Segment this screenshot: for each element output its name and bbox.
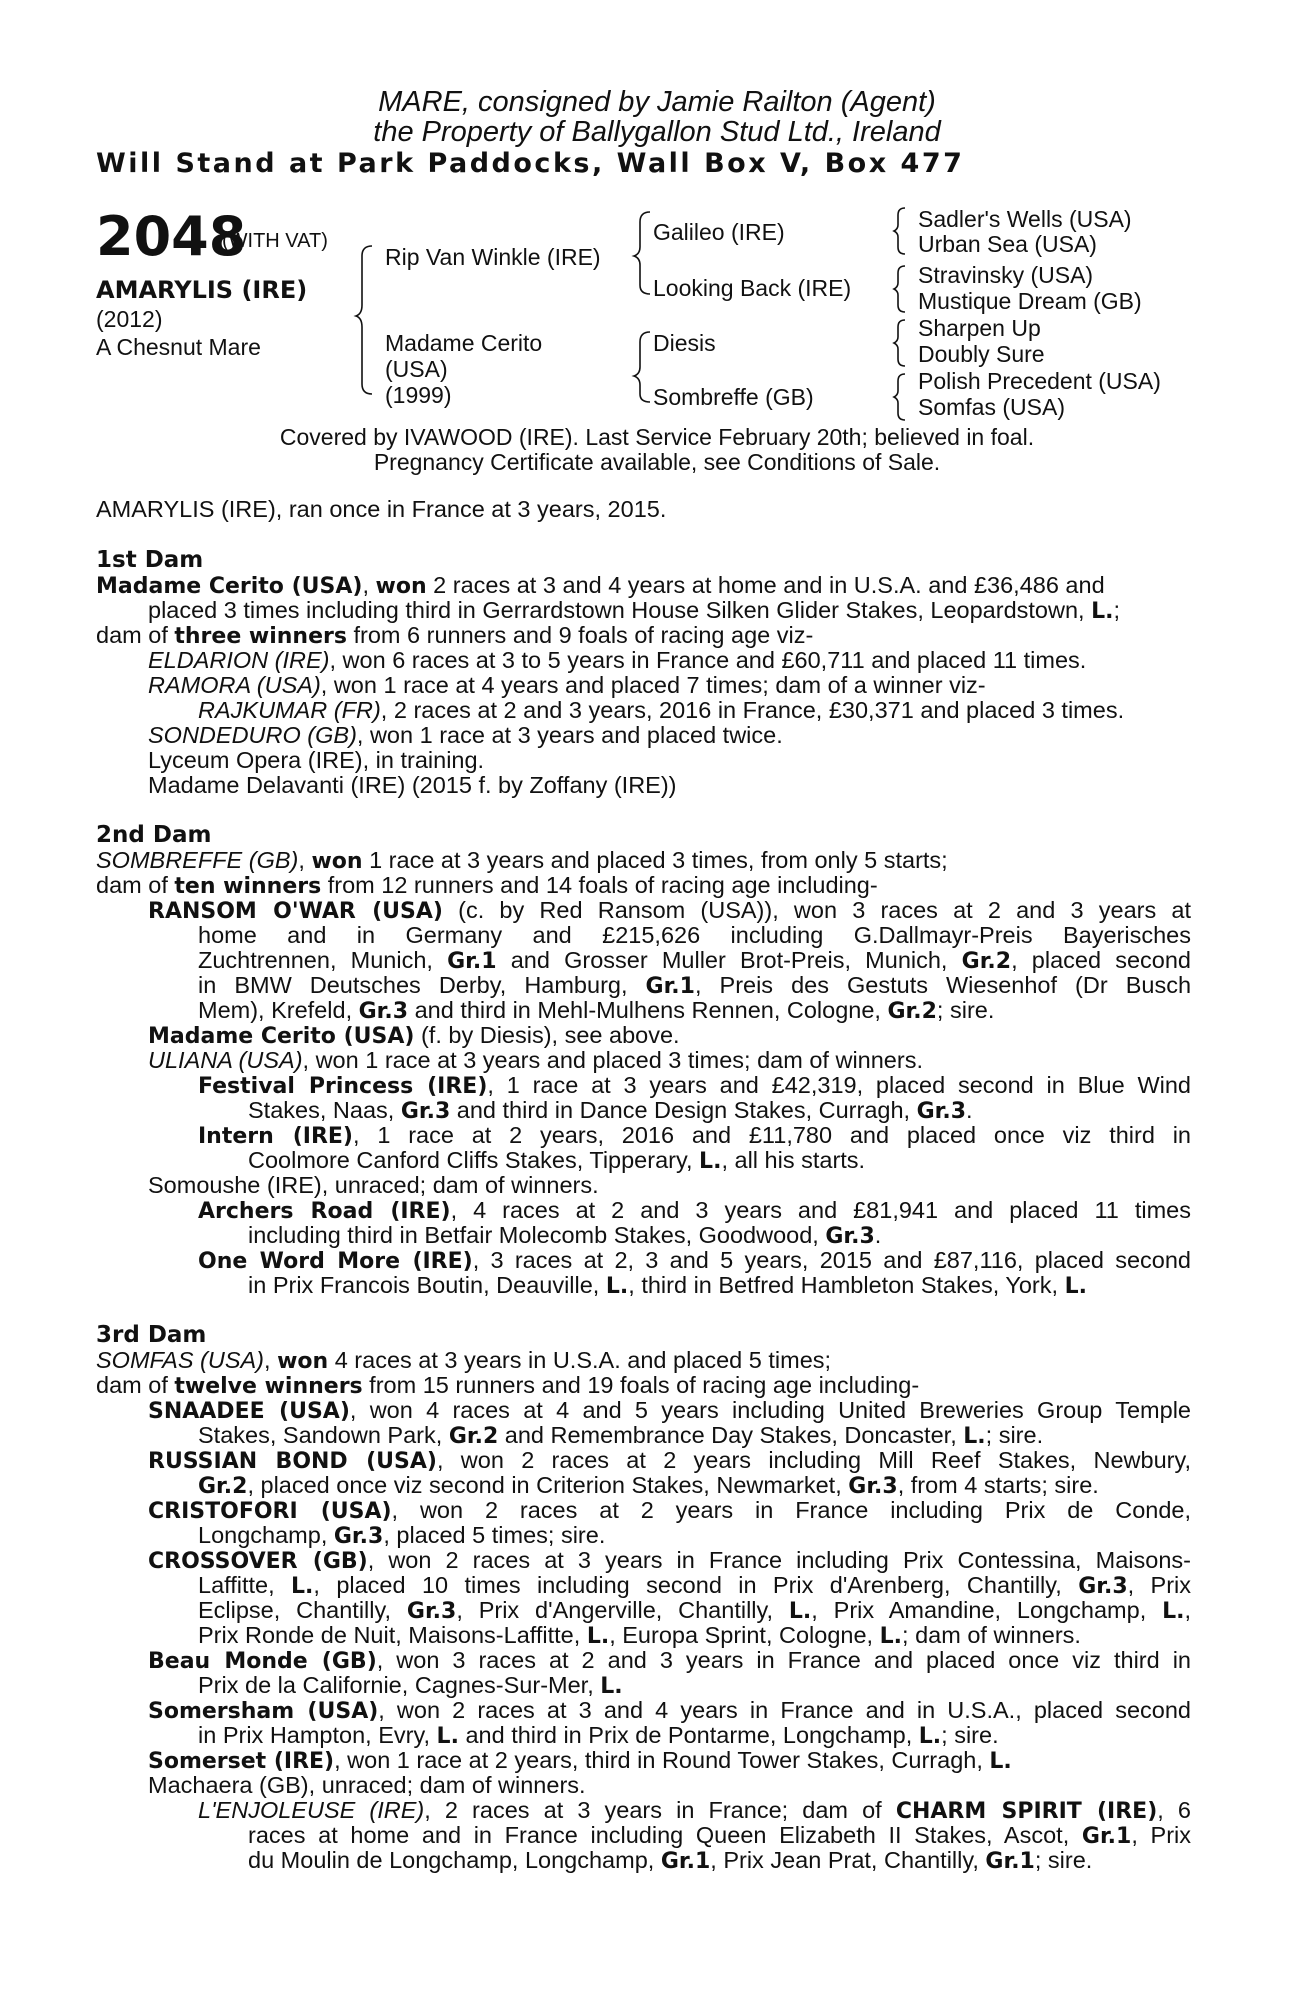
dam2-heading: 2nd Dam <box>96 822 212 848</box>
covered-note: Covered by IVAWOOD (IRE). Last Service February 20th; believed in foal. <box>279 424 1035 450</box>
pedigree-g3-4: Mustique Dream (GB) <box>918 288 1142 314</box>
pedigree-dam: Madame Cerito <box>385 330 543 356</box>
gen3-bracket-3 <box>894 320 905 366</box>
property-line: the Property of Ballygallon Stud Ltd., Ireland <box>373 116 941 148</box>
produce-line: Somoushe (IRE), unraced; dam of winners. <box>148 1172 599 1198</box>
produce-line: Zuchtrennen, Munich, Gr.1 and Grosser Muller Brot-Preis, Munich, Gr.2, placed second <box>198 947 1191 974</box>
produce-line: CRISTOFORI (USA), won 2 races at 2 years in France including Prix de Conde, <box>148 1497 1192 1524</box>
produce-line: Somersham (USA), won 2 races at 3 and 4 years in France and in U.S.A., placed second <box>148 1697 1191 1724</box>
produce-line: RAMORA (USA), won 1 race at 4 years and placed 7 times; dam of a winner viz- <box>148 672 986 698</box>
pedigree-sire-dam: Looking Back (IRE) <box>653 275 852 301</box>
gen1-bracket <box>356 246 372 394</box>
race-record: AMARYLIS (IRE), ran once in France at 3 years, 2015. <box>96 496 667 522</box>
pedigree-dam-country: (USA) <box>385 356 448 382</box>
consignor-line: MARE, consigned by Jamie Railton (Agent) <box>378 86 936 118</box>
produce-line: Prix de la Californie, Cagnes-Sur-Mer, L. <box>198 1672 623 1699</box>
dam-bracket <box>634 332 650 402</box>
dam3-heading: 3rd Dam <box>96 1322 207 1348</box>
produce-line: du Moulin de Longchamp, Longchamp, Gr.1, Prix Jean Prat, Chantilly, Gr.1; sire. <box>248 1847 1093 1874</box>
pedigree-sire: Rip Van Winkle (IRE) <box>385 244 601 270</box>
produce-line: RAJKUMAR (FR), 2 races at 2 and 3 years, 2016 in France, £30,371 and placed 3 times. <box>198 697 1125 723</box>
pedigree-dam-sire: Diesis <box>653 330 716 356</box>
dam2-line: dam of ten winners from 12 runners and 14 foals of racing age including- <box>96 872 878 899</box>
pedigree-dam-year: (1999) <box>385 382 452 408</box>
pedigree-g3-5: Sharpen Up <box>918 315 1041 341</box>
dam1-line: placed 3 times including third in Gerrardstown House Silken Glider Stakes, Leopardstown, L.; <box>148 597 1121 624</box>
produce-line: RUSSIAN BOND (USA), won 2 races at 2 years including Mill Reef Stakes, Newbury, <box>148 1447 1191 1474</box>
produce-line: Lyceum Opera (IRE), in training. <box>148 747 485 773</box>
pedigree-g3-6: Doubly Sure <box>918 341 1045 367</box>
produce-line: Madame Cerito (USA) (f. by Diesis), see above. <box>148 1022 680 1049</box>
pedigree-sire-sire: Galileo (IRE) <box>653 219 785 245</box>
produce-line: SONDEDURO (GB), won 1 race at 3 years and placed twice. <box>148 722 783 748</box>
produce-line: Somerset (IRE), won 1 race at 2 years, third in Round Tower Stakes, Curragh, L. <box>148 1747 1012 1774</box>
pedigree-g3-2: Urban Sea (USA) <box>918 231 1097 257</box>
pregnancy-note: Pregnancy Certificate available, see Conditions of Sale. <box>373 449 941 475</box>
dam1-line: dam of three winners from 6 runners and 9 foals of racing age viz- <box>96 622 814 649</box>
produce-line: Festival Princess (IRE), 1 race at 3 years and £42,319, placed second in Blue Wind <box>198 1072 1191 1099</box>
gen3-bracket-2 <box>894 266 905 312</box>
produce-line: One Word More (IRE), 3 races at 2, 3 and 5 years, 2015 and £87,116, placed second <box>198 1247 1192 1274</box>
dam1-heading: 1st Dam <box>96 547 204 573</box>
produce-line: ELDARION (IRE), won 6 races at 3 to 5 years in France and £60,711 and placed 11 times. <box>148 647 1087 673</box>
produce-line: RANSOM O'WAR (USA) (c. by Red Ransom (USA)), won 3 races at 2 and 3 years at <box>148 897 1191 924</box>
produce-line: Machaera (GB), unraced; dam of winners. <box>148 1772 586 1798</box>
dam3-line: SOMFAS (USA), won 4 races at 3 years in U.S.A. and placed 5 times; <box>96 1347 832 1374</box>
vat-note: (WITH VAT) <box>222 230 328 252</box>
dam1-line: Madame Cerito (USA), won 2 races at 3 and 4 years at home and in U.S.A. and £36,486 and <box>96 572 1105 599</box>
produce-line: ULIANA (USA), won 1 race at 3 years and placed 3 times; dam of winners. <box>148 1047 923 1073</box>
produce-line: Coolmore Canford Cliffs Stakes, Tipperary, L., all his starts. <box>248 1147 866 1174</box>
produce-line: races at home and in France including Queen Elizabeth II Stakes, Ascot, Gr.1, Prix <box>248 1822 1192 1849</box>
produce-line: Prix Ronde de Nuit, Maisons-Laffitte, L., Europa Sprint, Cologne, L.; dam of winners. <box>198 1622 1081 1649</box>
produce-line: Intern (IRE), 1 race at 2 years, 2016 and £11,780 and placed once viz third in <box>198 1122 1191 1149</box>
horse-description: A Chesnut Mare <box>96 334 261 360</box>
produce-line: Stakes, Sandown Park, Gr.2 and Remembrance Day Stakes, Doncaster, L.; sire. <box>198 1422 1044 1449</box>
produce-line: Madame Delavanti (IRE) (2015 f. by Zoffany (IRE)) <box>148 772 677 798</box>
gen3-bracket-1 <box>894 208 905 254</box>
produce-line: Stakes, Naas, Gr.3 and third in Dance Design Stakes, Curragh, Gr.3. <box>248 1097 973 1124</box>
produce-line: L'ENJOLEUSE (IRE), 2 races at 3 years in France; dam of CHARM SPIRIT (IRE), 6 <box>198 1797 1191 1824</box>
pedigree-g3-7: Polish Precedent (USA) <box>918 368 1161 394</box>
produce-line: Mem), Krefeld, Gr.3 and third in Mehl-Mulhens Rennen, Cologne, Gr.2; sire. <box>198 997 995 1024</box>
dam2-line: SOMBREFFE (GB), won 1 race at 3 years and placed 3 times, from only 5 starts; <box>96 847 948 874</box>
stabling-line: Will Stand at Park Paddocks, Wall Box V, Box 477 <box>96 148 965 179</box>
pedigree-g3-8: Somfas (USA) <box>918 394 1065 420</box>
produce-line: Beau Monde (GB), won 3 races at 2 and 3 years in France and placed once viz third in <box>148 1647 1191 1674</box>
pedigree-dam-dam: Sombreffe (GB) <box>653 384 814 410</box>
produce-line: in BMW Deutsches Derby, Hamburg, Gr.1, Preis des Gestuts Wiesenhof (Dr Busch <box>198 972 1192 999</box>
sire-bracket <box>634 212 650 294</box>
produce-line: in Prix Francois Boutin, Deauville, L., third in Betfred Hambleton Stakes, York, L. <box>248 1272 1087 1299</box>
produce-line: Gr.2, placed once viz second in Criterion Stakes, Newmarket, Gr.3, from 4 starts; sire. <box>198 1472 1099 1499</box>
produce-line: Laffitte, L., placed 10 times including second in Prix d'Arenberg, Chantilly, Gr.3, Prix <box>198 1572 1191 1599</box>
produce-line: home and in Germany and £215,626 including G.Dallmayr-Preis Bayerisches <box>198 922 1191 948</box>
produce-line: including third in Betfair Molecomb Stakes, Goodwood, Gr.3. <box>248 1222 882 1249</box>
dam3-line: dam of twelve winners from 15 runners and 19 foals of racing age including- <box>96 1372 920 1399</box>
horse-name: AMARYLIS (IRE) <box>96 276 308 304</box>
pedigree-g3-1: Sadler's Wells (USA) <box>918 206 1132 232</box>
gen3-bracket-4 <box>894 374 905 420</box>
produce-line: Archers Road (IRE), 4 races at 2 and 3 years and £81,941 and placed 11 times <box>198 1197 1191 1224</box>
foaling-year: (2012) <box>96 306 163 332</box>
lot-number: 2048 <box>96 205 247 268</box>
produce-line: CROSSOVER (GB), won 2 races at 3 years in France including Prix Contessina, Maisons- <box>148 1547 1191 1574</box>
produce-line: Longchamp, Gr.3, placed 5 times; sire. <box>198 1522 606 1549</box>
produce-line: in Prix Hampton, Evry, L. and third in Prix de Pontarme, Longchamp, L.; sire. <box>198 1722 999 1749</box>
produce-line: Eclipse, Chantilly, Gr.3, Prix d'Angerville, Chantilly, L., Prix Amandine, Longchamp, L., <box>198 1597 1191 1624</box>
produce-line: SNAADEE (USA), won 4 races at 4 and 5 years including United Breweries Group Temple <box>148 1397 1191 1424</box>
pedigree-g3-3: Stravinsky (USA) <box>918 262 1094 288</box>
